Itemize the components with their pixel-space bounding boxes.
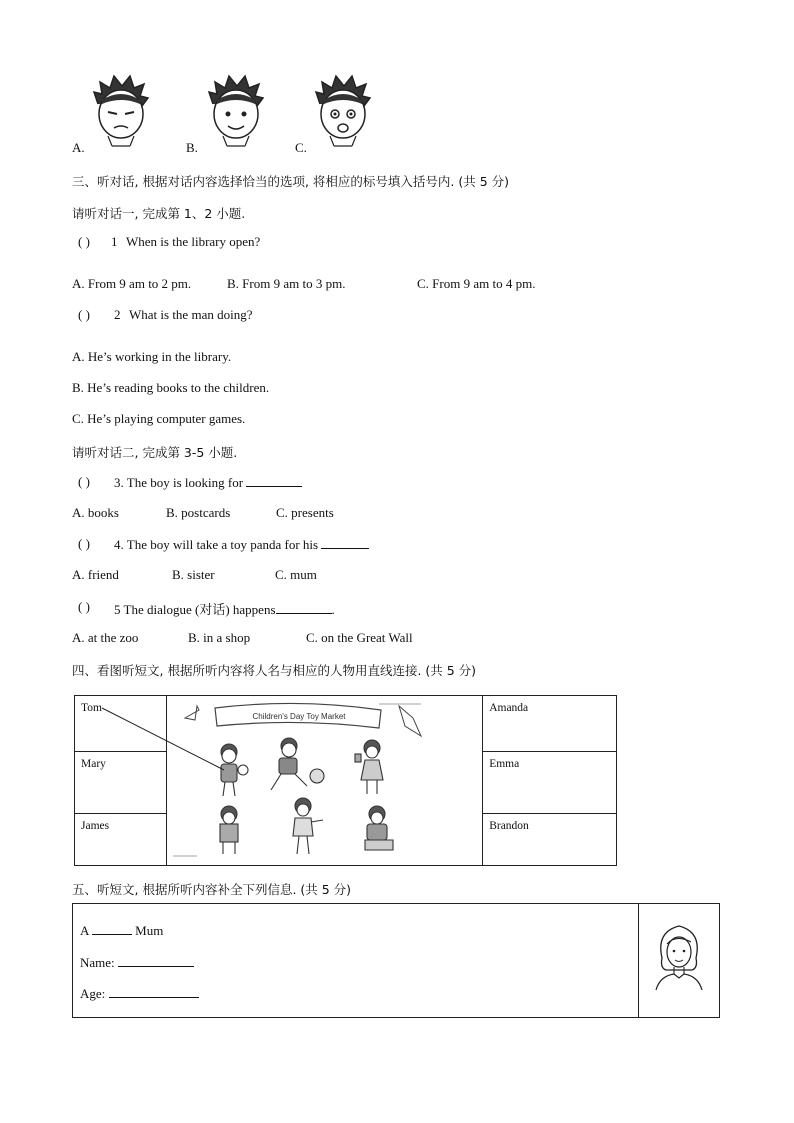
dialogue2-intro: 请听对话二, 完成第 3-5 小题. <box>72 445 238 460</box>
q4-option-b: B. sister <box>172 567 215 582</box>
name-blank[interactable] <box>118 954 194 967</box>
q4-text: 4. The boy will take a toy panda for his <box>114 536 369 553</box>
section3-title: 三、听对话, 根据对话内容选择恰当的选项, 将相应的标号填入括号内. (共 5 分) <box>72 174 509 189</box>
q1-option-c: C. From 9 am to 4 pm. <box>417 276 536 291</box>
info-box-divider <box>638 904 639 1017</box>
example-connecting-line <box>100 704 230 774</box>
q1-number: 1 <box>111 234 118 249</box>
q3-answer-blank[interactable] <box>246 474 302 487</box>
q5-option-b: B. in a shop <box>188 630 251 645</box>
name-emma: Emma <box>489 758 520 770</box>
q5-answer-blank[interactable] <box>276 601 332 614</box>
q5-option-a: A. at the zoo <box>72 630 139 645</box>
boy-face-c-icon <box>312 74 374 148</box>
dialogue1-intro: 请听对话一, 完成第 1、2 小题. <box>72 206 246 221</box>
name-james: James <box>81 820 110 832</box>
info-line-name: Name: <box>80 954 194 971</box>
option-label-b: B. <box>186 140 198 155</box>
q5-bracket[interactable]: ( ) <box>78 599 90 614</box>
name-brandon: Brandon <box>489 820 529 832</box>
left-name-cell[interactable] <box>75 814 167 866</box>
child-figure-4 <box>220 806 238 854</box>
option-label-a: A. <box>72 140 85 155</box>
q1-option-a: A. From 9 am to 2 pm. <box>72 276 192 291</box>
q3-text: 3. The boy is looking for <box>114 474 302 491</box>
q3-option-b: B. postcards <box>166 505 231 520</box>
woman-portrait-icon <box>648 918 710 992</box>
q4-bracket[interactable]: ( ) <box>78 536 90 551</box>
info-line-1: A Mum <box>80 923 164 938</box>
child-figure-6 <box>365 806 393 850</box>
q3-option-c: C. presents <box>276 505 334 520</box>
child-figure-5 <box>293 798 323 854</box>
banner-text: Children's Day Toy Market <box>252 712 346 721</box>
info-line-age: Age: <box>80 985 199 1002</box>
q3-option-a: A. books <box>72 505 119 520</box>
mum-type-blank[interactable] <box>92 922 132 935</box>
q5-option-c: C. on the Great Wall <box>306 630 413 645</box>
age-blank[interactable] <box>109 985 199 998</box>
right-name-cell[interactable] <box>483 814 617 866</box>
boy-face-a-icon <box>90 74 152 148</box>
q2-option-b: B. He’s reading books to the children. <box>72 380 270 395</box>
child-figure-3 <box>355 740 383 794</box>
section4-title: 四、看图听短文, 根据所听内容将人名与相应的人物用直线连接. (共 5 分) <box>72 663 477 678</box>
boy-face-b-icon <box>205 74 267 148</box>
right-name-cell[interactable] <box>483 696 617 752</box>
q2-text: What is the man doing? <box>129 307 253 322</box>
section5-title: 五、听短文, 根据所听内容补全下列信息. (共 5 分) <box>72 882 352 897</box>
name-tom: Tom <box>81 702 102 714</box>
q1-option-b: B. From 9 am to 3 pm. <box>227 276 346 291</box>
q2-option-a: A. He’s working in the library. <box>72 349 232 364</box>
q3-bracket[interactable]: ( ) <box>78 474 90 489</box>
child-figure-2 <box>271 738 324 790</box>
q5-text: 5 The dialogue (对话) happens . <box>114 602 335 617</box>
q4-option-a: A. friend <box>72 567 119 582</box>
q4-option-c: C. mum <box>275 567 317 582</box>
q4-answer-blank[interactable] <box>321 536 369 549</box>
q1-text: When is the library open? <box>126 234 261 249</box>
q2-option-c: C. He’s playing computer games. <box>72 411 246 426</box>
q2-number: 2 <box>114 307 121 322</box>
right-name-cell[interactable] <box>483 752 617 814</box>
q2-bracket[interactable]: ( ) <box>78 307 90 322</box>
q1-bracket[interactable]: ( ) <box>78 234 90 249</box>
name-mary: Mary <box>81 758 106 770</box>
option-label-c: C. <box>295 140 307 155</box>
name-amanda: Amanda <box>489 702 529 714</box>
